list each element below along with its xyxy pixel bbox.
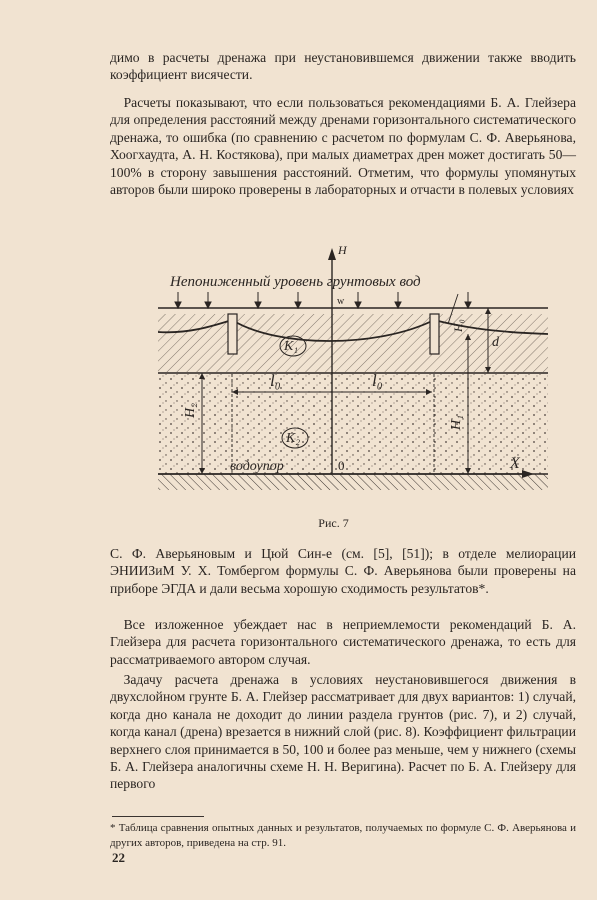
paragraph-4: Все изложенное убеждает нас в неприемлемости рекомендаций Б. А. Глейзера для расчета горизонтального систематического дренажа, то есть для рассматриваемого автором случая. [110, 617, 576, 667]
h-axis-label: Н [338, 243, 347, 257]
footnote-rule [112, 816, 204, 817]
figure-caption: Рис. 7 [318, 516, 349, 530]
l0-right-label: l₀ [372, 371, 383, 390]
paragraph-3: С. Ф. Аверьяновым и Цюй Син-е (см. [5], [51]); в отделе мелиорации ЭНИИЗиМ У. Х. Томбергом формулы С. Ф. Аверьянова были проверены на приборе ЭГДА и дали весьма хорошую сходимость результатов*. [110, 546, 576, 596]
k1-label: К₁ [284, 339, 299, 354]
lower-layer-k2 [158, 374, 548, 474]
aquiclude-label: водоупор [230, 459, 284, 474]
d-label: d [492, 335, 499, 350]
paragraph-5: Задачу расчета дренажа в условиях неустановившегося движения в двухслойном грунте Б. А. Глейзер рассматривает для двух вариантов: 1) случай, когда дно канала не доходит до линии раздела грунтов (рис. 7), и 2) случай, когда канал (дрена) врезается в нижний слой (рис. 8). Коэффициент фильтрации верхнего слоя принимается в 50, 100 и более раз меньше, чем у нижнего (схемы Б. А. Глейзера аналогичны схеме Н. Н. Веригина). Расчет по Б. А. Глейзеру для первого [110, 672, 576, 792]
paragraph-2: Расчеты показывают, что если пользоваться рекомендациями Б. А. Глейзера для определения расстояний между дренами горизонтального систематического дренажа, то ошибка (по сравнению с расчетом по формулам С. Ф. Аверьянова, Хоогхаудта, А. Н. Костякова), при малых диаметрах дрен может достигать 50—100% в сторону завышения расстояний. Отметим, что формулы упомянутых авторов были широко проверены в лабораторных и отчасти в полевых условиях [110, 95, 576, 198]
h2-label: Н₂ [183, 403, 198, 418]
h1-label: Н₁ [449, 415, 464, 430]
page-number: 22 [112, 850, 125, 865]
infiltration-arrows [175, 292, 471, 308]
h0-label: Н₀ [451, 319, 465, 332]
w-label: w [337, 296, 345, 307]
water-level-label: Непониженный уровень грунтовых вод [170, 274, 421, 290]
k2-label: К₂ [286, 431, 301, 446]
x-axis-label: Х [510, 455, 520, 472]
drain-left [228, 314, 237, 354]
paragraph-1: димо в расчеты дренажа при неустановившемся движении также вводить коэффициент висячести. [110, 50, 576, 83]
figure-7-diagram [158, 242, 548, 510]
l0-left-label: l₀ [270, 371, 281, 390]
aquiclude-hatch [158, 474, 548, 490]
origin-label: 0 [338, 458, 345, 473]
upper-layer-k1 [158, 314, 548, 372]
drain-right [430, 314, 439, 354]
footnote: * Таблица сравнения опытных данных и результатов, получаемых по формуле С. Ф. Аверьянова и других авторов, приведена на стр. 91. [110, 822, 576, 849]
